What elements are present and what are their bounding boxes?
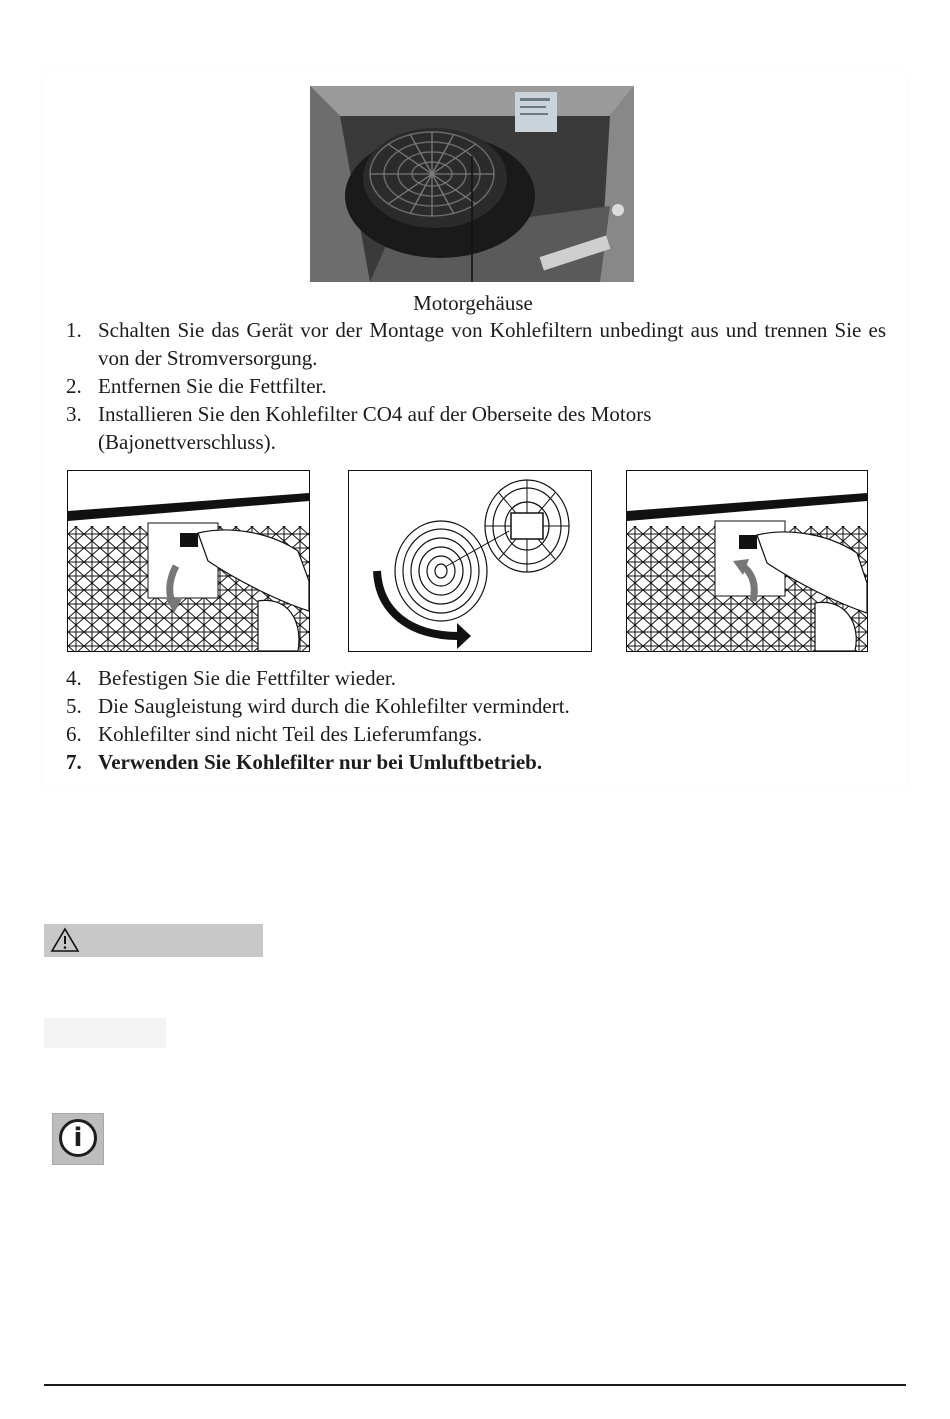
step-number: 6. bbox=[66, 722, 82, 746]
installation-steps-list bbox=[66, 316, 886, 456]
motor-housing-photo bbox=[310, 86, 634, 282]
step-number: 5. bbox=[66, 694, 82, 718]
motor-housing-caption: Motorgehäuse bbox=[413, 291, 533, 315]
step-text: Befestigen Sie die Fettfilter wieder. bbox=[98, 666, 396, 690]
info-glyph: i bbox=[59, 1119, 97, 1157]
list-item bbox=[66, 748, 886, 776]
grease-filter-insert-illustration bbox=[626, 470, 868, 652]
grease-filter-removal-illustration bbox=[67, 470, 310, 652]
list-item bbox=[66, 692, 886, 720]
step-text: Entfernen Sie die Fettfilter. bbox=[98, 374, 327, 398]
step-text: Installieren Sie den Kohlefilter CO4 auf der Oberseite des Motors (Bajonettverschluss). bbox=[98, 402, 652, 454]
step-number: 2. bbox=[66, 374, 82, 398]
warning-header-bar bbox=[44, 924, 263, 957]
step-number: 3. bbox=[66, 402, 82, 426]
info-icon bbox=[52, 1113, 104, 1165]
list-item bbox=[66, 664, 886, 692]
section-label-bar bbox=[44, 1018, 166, 1048]
list-item bbox=[66, 372, 886, 400]
list-item bbox=[66, 400, 818, 456]
list-item bbox=[66, 720, 886, 748]
step-number: 1. bbox=[66, 318, 82, 342]
final-steps-list bbox=[66, 664, 886, 776]
step-text: Die Saugleistung wird durch die Kohlefilter vermindert. bbox=[98, 694, 570, 718]
step-text: Verwenden Sie Kohlefilter nur bei Umluftbetrieb. bbox=[98, 750, 543, 774]
footer-divider bbox=[44, 1384, 906, 1386]
step-text: Kohlefilter sind nicht Teil des Lieferumfangs. bbox=[98, 722, 483, 746]
bayonet-filter-mounting-illustration bbox=[348, 470, 592, 652]
step-number: 4. bbox=[66, 666, 82, 690]
step-text: Schalten Sie das Gerät vor der Montage von Kohlefiltern unbedingt aus und trennen Sie es von der Stromversorgung. bbox=[98, 318, 886, 370]
warning-triangle-icon bbox=[50, 927, 80, 953]
step-number: 7. bbox=[66, 750, 82, 774]
list-item bbox=[66, 316, 886, 372]
